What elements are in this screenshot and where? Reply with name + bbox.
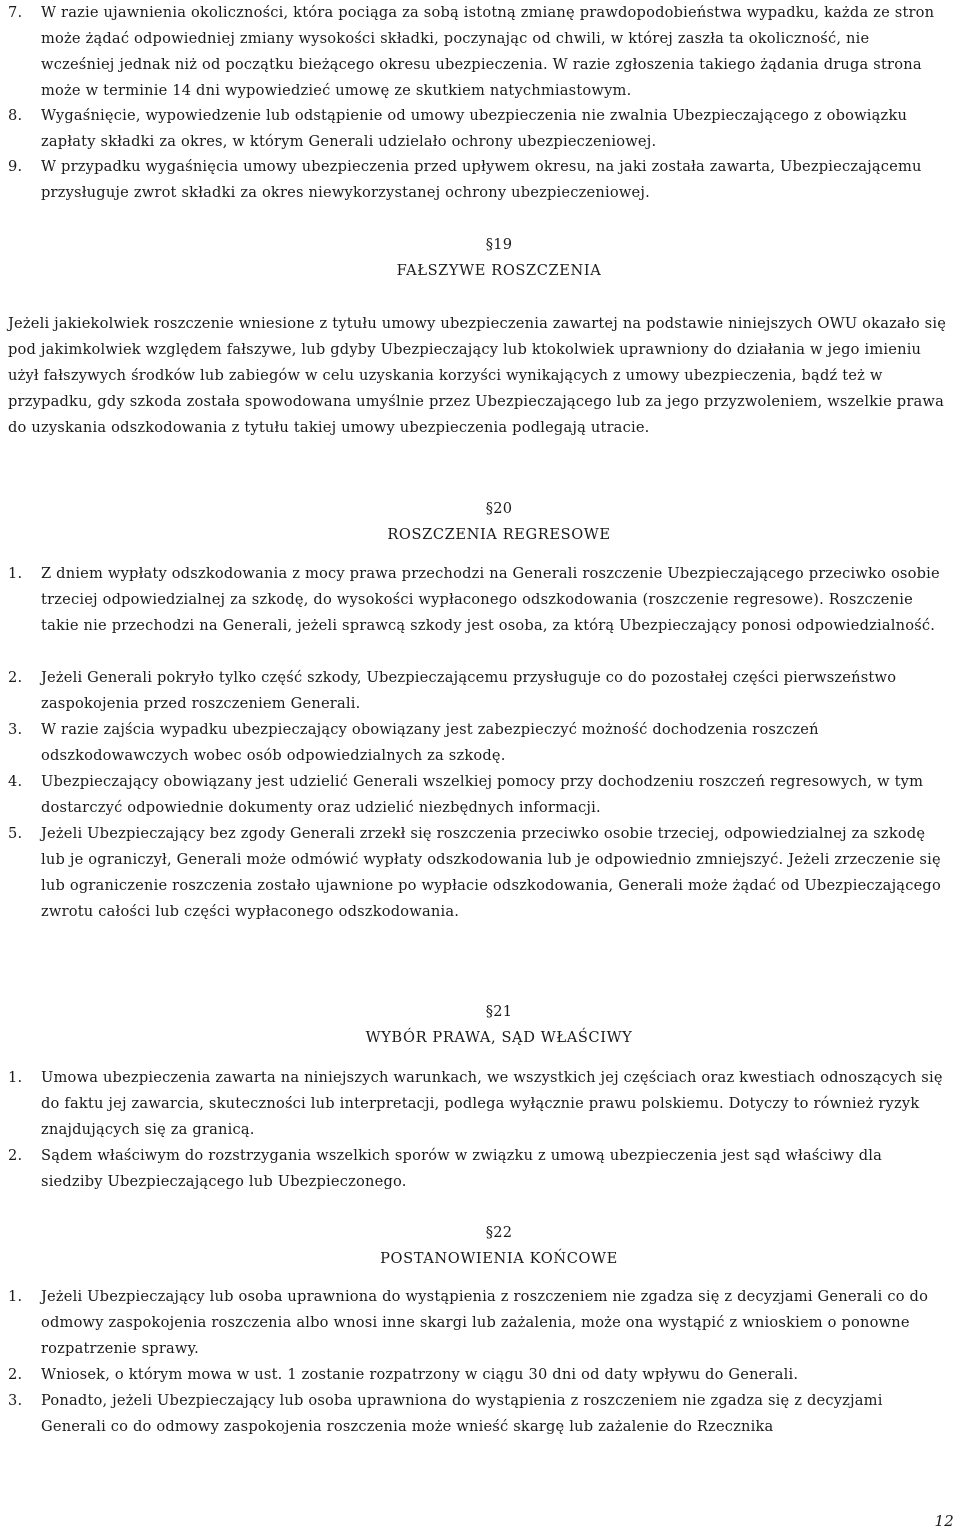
list-item [8,561,943,639]
section-title: WYBÓR PRAWA, SĄD WŁAŚCIWY [365,1029,633,1046]
item-text: Wniosek, o którym mowa w ust. 1 zostanie rozpatrzony w ciągu 30 dni od daty wpływu do Generali. [41,1366,799,1383]
item-text: W przypadku wygaśnięcia umowy ubezpieczenia przed upływem okresu, na jaki została zawarta, Ubezpieczającemu przysługuje zwrot składki za okres niewykorzystanej ochrony ubezpieczeniowej. [41,158,922,201]
section-title: POSTANOWIENIA KOŃCOWE [380,1250,618,1267]
item-number: 1. [8,1069,23,1086]
list-item [8,1284,943,1362]
item-text: Jeżeli Ubezpieczający bez zgody Generali zrzekł się roszczenia przeciwko osobie trzeciej, odpowiedzialnej za szkodę lub je ograniczył, Generali może odmówić wypłaty odszkodowania lub je odpowiednio zmniejszyć. Jeżeli zrzeczenie się lub ograniczenie roszczenia zostało ujawnione po wypłacie odszkodowania, Generali może żądać od Ubezpieczającego zwrotu całości lub części wypłaconego odszkodowania. [41,825,941,920]
item-number: 7. [8,4,23,21]
section-number: §20 [485,500,513,517]
item-number: 1. [8,565,23,582]
item-number: 4. [8,773,23,790]
list-item [8,717,943,769]
section-title: FAŁSZYWE ROSZCZENIA [396,262,602,279]
item-number: 3. [8,721,23,738]
section-number: §21 [485,1003,513,1020]
list-item [8,1143,943,1195]
item-number: 3. [8,1392,23,1409]
item-text: Ubezpieczający obowiązany jest udzielić Generali wszelkiej pomocy przy dochodzeniu roszczeń regresowych, w tym dostarczyć odpowiednie dokumenty oraz udzielić niezbędnych informacji. [41,773,924,816]
item-text: Jeżeli Ubezpieczający lub osoba uprawniona do wystąpienia z roszczeniem nie zgadza się z decyzjami Generali co do odmowy zaspokojenia roszczenia albo wnosi inne skargi lub zażalenia, może ona wystąpić z wnioskiem o ponowne rozpatrzenie sprawy. [41,1288,929,1357]
section-heading-20 [0,496,960,548]
section-heading-19 [0,232,960,284]
section-paragraph: Jeżeli jakiekolwiek roszczenie wniesione z tytułu umowy ubezpieczenia zawartej na podstawie niniejszych OWU okazało się pod jakimkolwiek względem fałszywe, lub gdyby Ubezpieczający lub ktokolwiek uprawniony do działania w jego imieniu użył fałszywych środków lub zabiegów w celu uzyskania korzyści wynikających z umowy ubezpieczenia, bądź też w przypadku, gdy szkoda została spowodowana umyślnie przez Ubezpieczającego lub za jego przyzwoleniem, wszelkie prawa do uzyskania odszkodowania z tytułu takiej umowy ubezpieczenia podlegają utracie. [8,315,947,436]
item-text: Z dniem wypłaty odszkodowania z mocy prawa przechodzi na Generali roszczenie Ubezpieczającego przeciwko osobie trzeciej odpowiedzialnej za szkodę, do wysokości wypłaconego odszkodowania (roszczenie regresowe). Roszczenie takie nie przechodzi na Generali, jeżeli sprawcą szkody jest osoba, za którą Ubezpieczający ponosi odpowiedzialność. [41,565,940,634]
item-text: Wygaśnięcie, wypowiedzenie lub odstąpienie od umowy ubezpieczenia nie zwalnia Ubezpieczającego z obowiązku zapłaty składki za okres, w którym Generali udzielało ochrony ubezpieczeniowej. [41,107,908,150]
item-number: 2. [8,669,23,686]
list-item [8,769,943,821]
item-text: Sądem właściwym do rozstrzygania wszelkich sporów w związku z umową ubezpieczenia jest sąd właściwy dla siedziby Ubezpieczającego lub Ubezpieczonego. [41,1147,883,1190]
item-text: W razie ujawnienia okoliczności, która pociąga za sobą istotną zmianę prawdopodobieństwa wypadku, każda ze stron może żądać odpowiedniej zmiany wysokości składki, poczynając od chwili, w której zaszła ta okoliczność, nie wcześniej jednak niż od początku bieżącego okresu ubezpieczenia. W razie zgłoszenia takiego żądania druga strona może w terminie 14 dni wypowiedzieć umowę ze skutkiem natychmiastowym. [41,4,935,99]
list-item [8,103,943,155]
item-number: 1. [8,1288,23,1305]
item-text: Ponadto, jeżeli Ubezpieczający lub osoba uprawniona do wystąpienia z roszczeniem nie zgadza się z decyzjami Generali co do odmowy zaspokojenia roszczenia może wnieść skargę lub zażalenie do Rzecznika [41,1392,883,1435]
list-item [8,1388,943,1440]
list-item [8,665,943,717]
item-text: Jeżeli Generali pokryło tylko część szkody, Ubezpieczającemu przysługuje co do pozostałej części pierwszeństwo zaspokojenia przed roszczeniem Generali. [41,669,897,712]
section-number: §19 [485,236,513,253]
section-heading-21 [0,999,960,1051]
list-item [8,821,943,925]
section-number: §22 [485,1224,513,1241]
item-number: 9. [8,158,23,175]
list-item [8,1065,943,1143]
section-title: ROSZCZENIA REGRESOWE [387,526,611,543]
item-number: 8. [8,107,23,124]
item-number: 5. [8,825,23,842]
list-item [8,0,943,104]
list-item [8,1362,943,1388]
page-number: 12 [934,1512,954,1530]
item-number: 2. [8,1147,23,1164]
item-text: W razie zajścia wypadku ubezpieczający obowiązany jest zabezpieczyć możność dochodzenia roszczeń odszkodowawczych wobec osób odpowiedzialnych za szkodę. [41,721,819,764]
section-heading-22 [0,1220,960,1272]
item-text: Umowa ubezpieczenia zawarta na niniejszych warunkach, we wszystkich jej częściach oraz kwestiach odnoszących się do faktu jej zawarcia, skuteczności lub interpretacji, podlega wyłącznie prawu polskiemu. Dotyczy to również ryzyk znajdujących się za granicą. [41,1069,943,1138]
list-item [8,154,943,206]
item-number: 2. [8,1366,23,1383]
